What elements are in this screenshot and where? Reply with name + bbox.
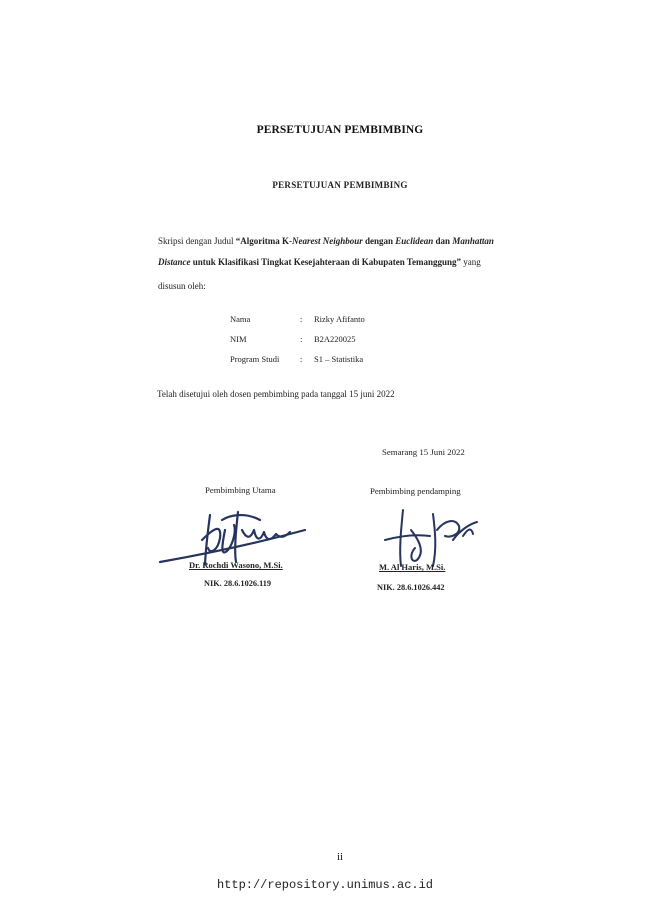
- page-number: ii: [336, 851, 344, 863]
- info-row-nim: [230, 329, 365, 349]
- intro-suffix: yang: [461, 257, 481, 267]
- info-value: B2A220025: [314, 334, 356, 344]
- info-label: Nama: [230, 314, 251, 324]
- main-supervisor-name: Dr. Rochdi Wasono, M.Si.: [189, 560, 283, 570]
- main-supervisor-heading: Pembimbing Utama: [205, 485, 276, 495]
- thesis-title-part8: untuk Klasifikasi Tingkat Kesejahteraan di Kabupaten Temanggung”: [190, 257, 461, 267]
- scan-title: PERSETUJUAN PEMBIMBING: [272, 180, 408, 190]
- thesis-title-part3: dengan: [362, 236, 396, 246]
- thesis-title-part6: Manhattan: [452, 236, 494, 246]
- intro-prefix: Skripsi dengan Judul: [158, 236, 236, 246]
- co-supervisor-nik: NIK. 28.6.1026.442: [377, 583, 445, 592]
- intro-line-2: [158, 255, 538, 269]
- intro-line-1: [158, 234, 538, 248]
- student-info-table: [230, 309, 365, 369]
- footer-url: http://repository.unimus.ac.id: [216, 878, 434, 892]
- info-value: Rizky Afifanto: [314, 314, 365, 324]
- thesis-title-part1: “Algoritma K-: [235, 236, 292, 246]
- approval-statement: Telah disetujui oleh dosen pembimbing pada tanggal 15 juni 2022: [157, 389, 395, 399]
- info-colon: :: [300, 314, 303, 324]
- co-supervisor-heading: Pembimbing pendamping: [370, 486, 461, 496]
- thesis-title-part4: Euclidean: [395, 236, 434, 246]
- info-row-name: [230, 309, 365, 329]
- co-supervisor-name: M. Al Haris, M.Si.: [379, 562, 446, 572]
- thesis-title-part2: Nearest Neighbour: [292, 236, 363, 246]
- info-label: NIM: [230, 334, 247, 344]
- composed-by: disusun oleh:: [158, 281, 206, 291]
- info-colon: :: [300, 334, 303, 344]
- info-row-program: [230, 349, 365, 369]
- page-title: PERSETUJUAN PEMBIMBING: [256, 124, 424, 136]
- thesis-title-part7: Distance: [158, 257, 191, 267]
- main-supervisor-nik: NIK. 28.6.1026.119: [204, 579, 272, 588]
- thesis-title-part5: dan: [433, 236, 453, 246]
- info-colon: :: [300, 354, 303, 364]
- city-date: Semarang 15 Juni 2022: [382, 447, 465, 457]
- info-label: Program Studi: [230, 354, 280, 364]
- info-value: S1 – Statistika: [314, 354, 364, 364]
